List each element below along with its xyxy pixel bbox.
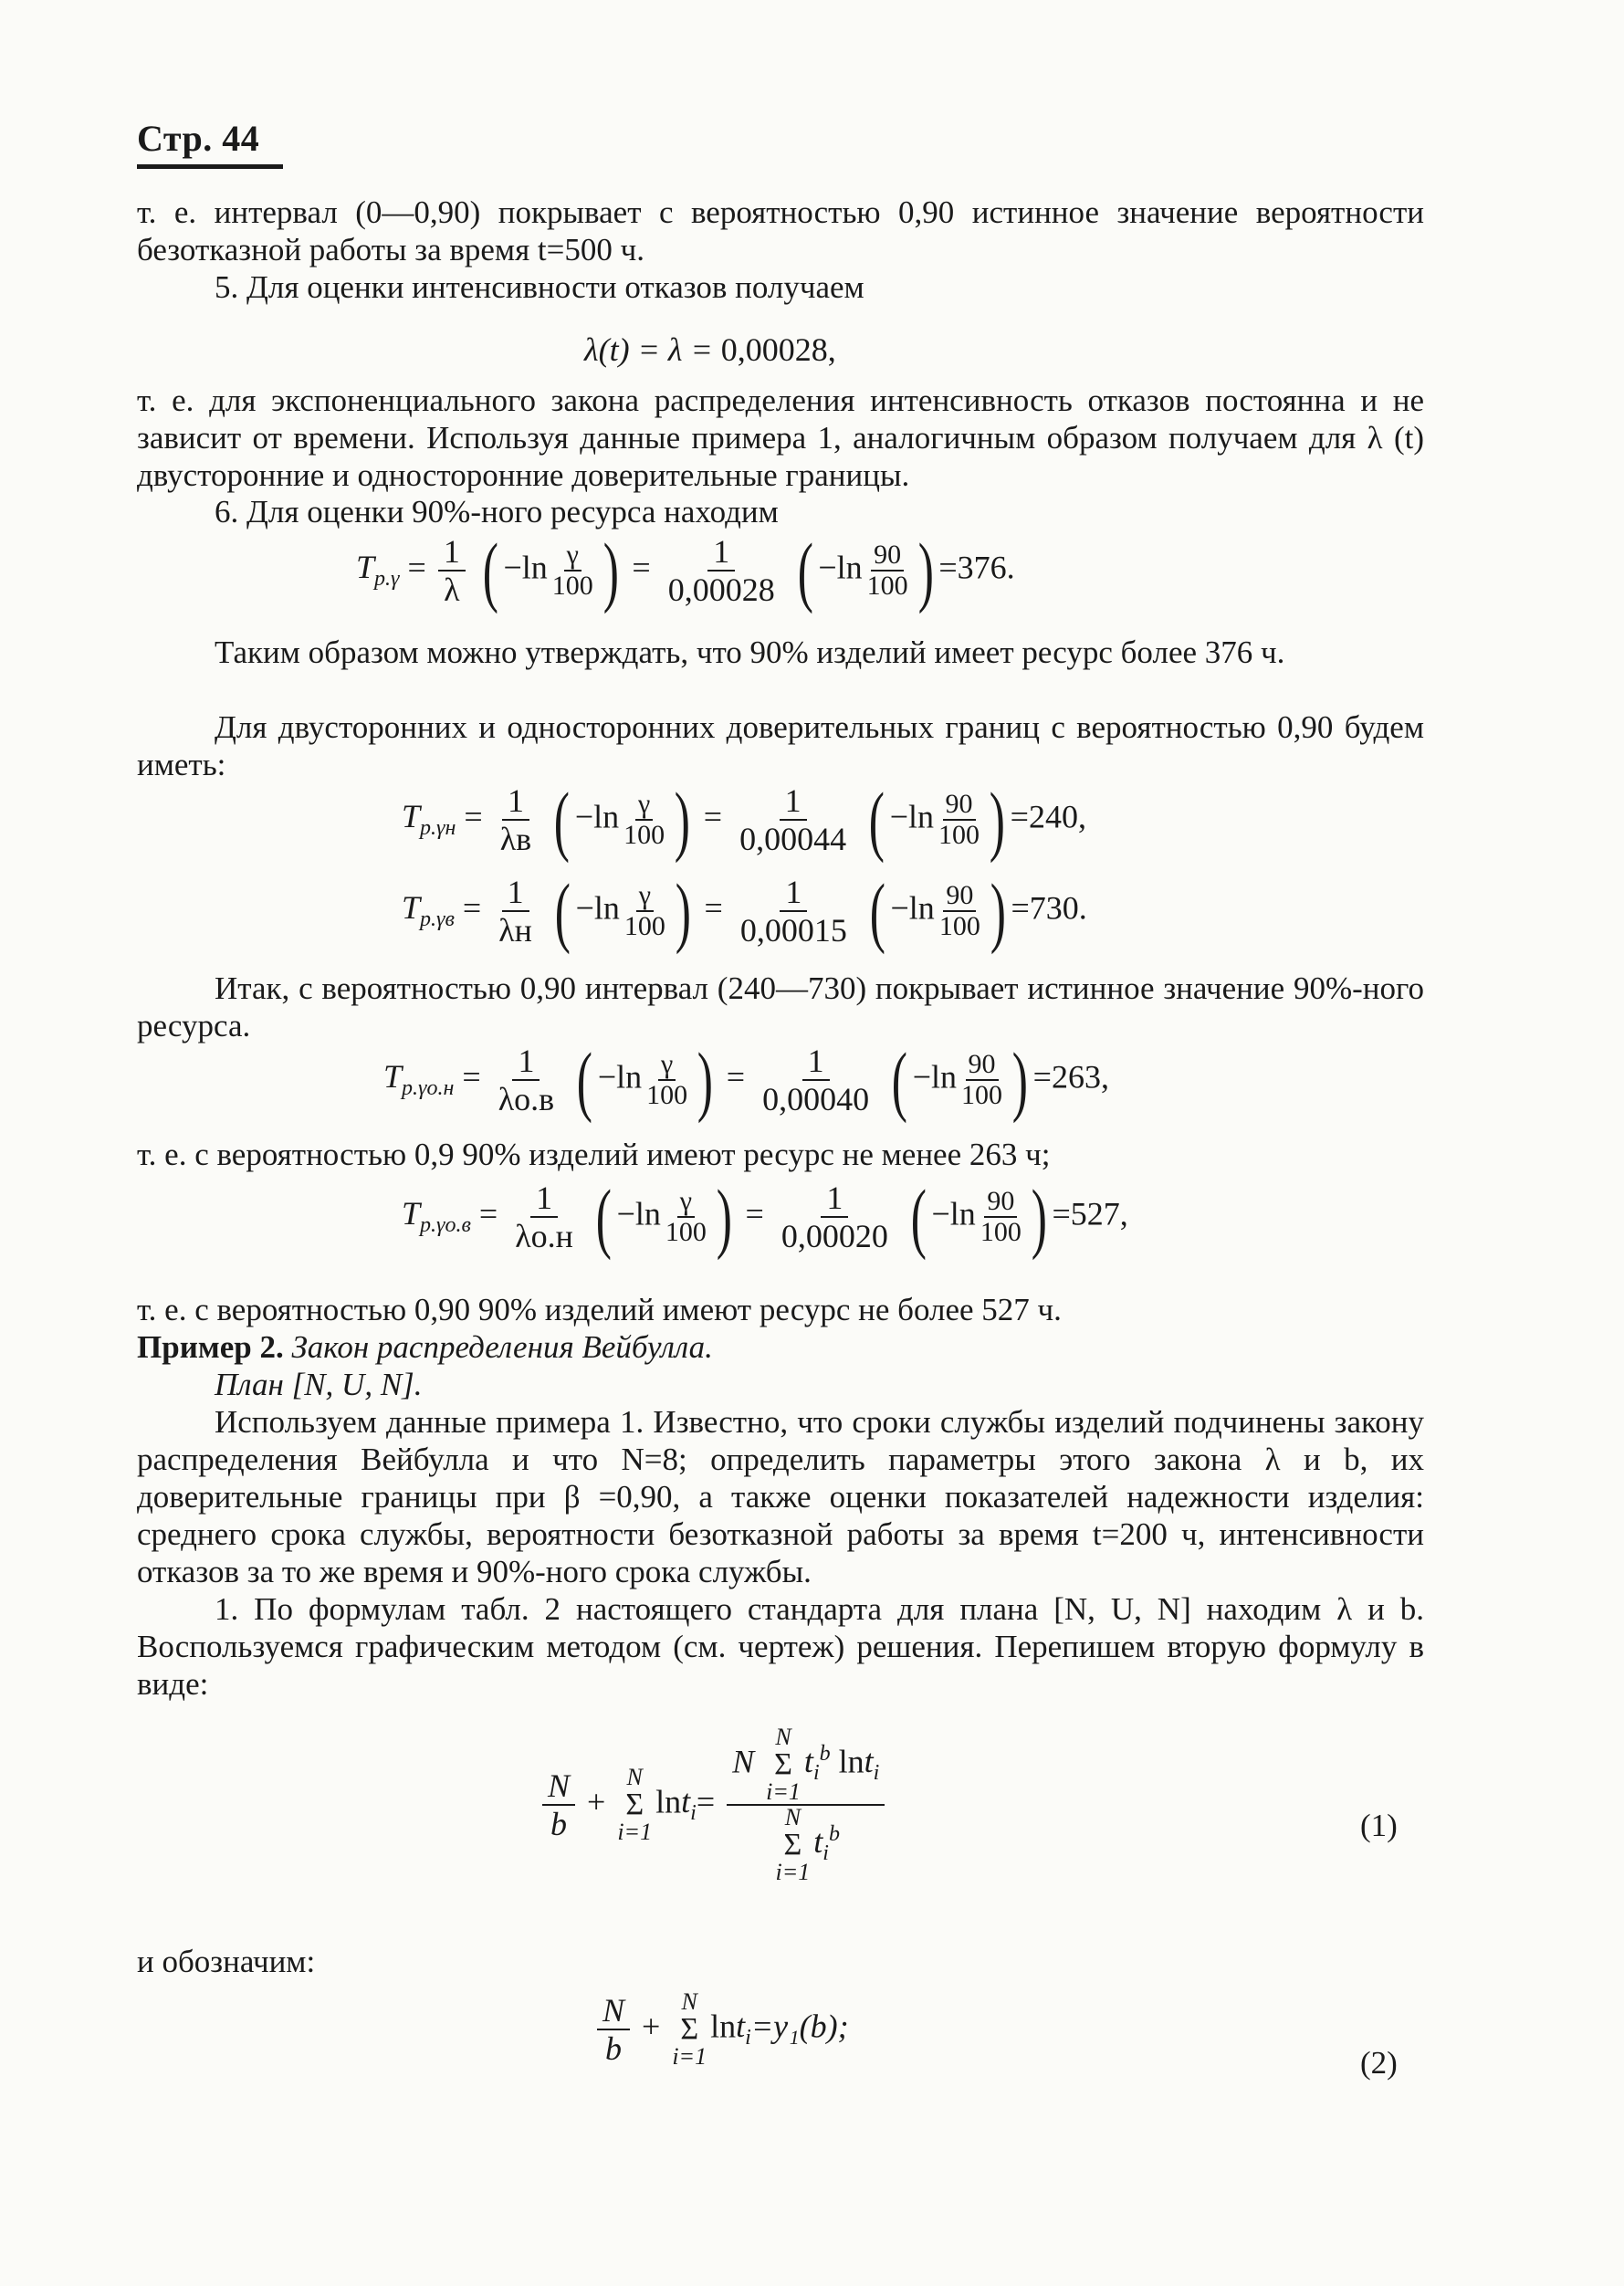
example-label: Пример 2. bbox=[137, 1329, 284, 1365]
paragraph-step5: 5. Для оценки интенсивности отказов получаем bbox=[215, 269, 864, 305]
header-rule bbox=[137, 164, 283, 169]
paragraph-step1: 1. По формулам табл. 2 настоящего стандарта для плана [N, U, N] находим λ и b. Воспользуемся графическим методом (см. чертеж) решения. Перепишем вторую формулу в виде: bbox=[137, 1591, 1424, 1702]
equation-2: $\frac{N}{b}$ + N Σ i=1 lnt$_i$=y₁(b); bbox=[593, 1990, 849, 2069]
equation-trv: $T_{р.\gamma в}$ = $\frac{1}{\lambda н}$ ( −ln $\frac{\gamma}{100}$ ) = $\frac{1}{0,00015}$ ( −ln $\frac{90}{100}$ ) =730. bbox=[402, 867, 1087, 955]
equation-tr: $T_{р.\gamma}$ = $\frac{1}{\lambda}$ ( −ln $\frac{\gamma}{100}$ ) = $\frac{1}{0,00028}$ ( −ln $\frac{90}{100}$ ) =376. bbox=[356, 527, 1015, 614]
paragraph-exponential: т. е. для экспоненциального закона распределения интенсивность отказов постоянна и не зависит от времени. Используя данные примера 1, аналогичным образом получаем для λ (t) двусторонние и односторонние доверительные границы. bbox=[137, 383, 1424, 493]
example-heading bbox=[137, 1328, 1424, 1366]
paragraph-conclusion-376: Таким образом можно утверждать, что 90% изделий имеет ресурс более 376 ч. bbox=[215, 634, 1285, 670]
paragraph-interval: т. е. интервал (0—0,90) покрывает с вероятностью 0,90 истинное значение вероятности безотказной работы за время t=500 ч. bbox=[137, 194, 1424, 267]
paragraph-weibull-intro: Используем данные примера 1. Известно, что сроки службы изделий подчинены закону распределения Вейбулла и что N=8; определить параметры этого закона λ и b, их доверительные границы при β =0,90, а также оценки показателей надежности изделия: среднего срока службы, вероятности безотказной работы за время t=200 ч, интенсивности отказов за то же время и 90%-ного срока службы. bbox=[137, 1404, 1424, 1589]
example-title: Закон распределения Вейбулла. bbox=[291, 1329, 713, 1365]
equation-trov: $T_{р.\gamma о.в}$ = $\frac{1}{\lambda о.н}$ ( −ln $\frac{\gamma}{100}$ ) = $\frac{1}{0,00020}$ ( −ln $\frac{90}{100}$ ) =527, bbox=[402, 1173, 1128, 1261]
paragraph-step6: 6. Для оценки 90%-ного ресурса находим bbox=[215, 494, 779, 530]
plan-label: План [N, U, N]. bbox=[215, 1367, 423, 1402]
paragraph-interval-240-730: Итак, с вероятностью 0,90 интервал (240—730) покрывает истинное значение 90%-ного ресурса. bbox=[137, 970, 1424, 1043]
paragraph-527: т. е. с вероятностью 0,90 90% изделий имеют ресурс не более 527 ч. bbox=[137, 1292, 1062, 1327]
paragraph-two-sided: Для двусторонних и односторонних доверительных границ с вероятностью 0,90 будем иметь: bbox=[137, 709, 1424, 782]
equation-1-number: (1) bbox=[1360, 1808, 1398, 1843]
equation-trh: $T_{р.\gamma н}$ = $\frac{1}{\lambda в}$ ( −ln $\frac{\gamma}{100}$ ) = $\frac{1}{0,00044}$ ( −ln $\frac{90}{100}$ ) =240, bbox=[402, 776, 1086, 864]
paragraph-263: т. е. с вероятностью 0,9 90% изделий имеют ресурс не менее 263 ч; bbox=[137, 1137, 1051, 1172]
equation-2-number: (2) bbox=[1360, 2045, 1398, 2081]
equation-1: $\frac{N}{b}$ + N Σ i=1 lnt$_i$= N N Σ i=1 $t_i^b$ lnt$_i$ N Σ i=1 $t_i^b$ bbox=[539, 1725, 888, 1884]
page-header: Стр. 44 bbox=[137, 118, 260, 159]
equation-troh: $T_{р.\gamma о.н}$ = $\frac{1}{\lambda о.в}$ ( −ln $\frac{\gamma}{100}$ ) = $\frac{1}{0,00040}$ ( −ln $\frac{90}{100}$ ) =263, bbox=[383, 1036, 1109, 1124]
equation-lambda: λ(t) = λ = 0,00028, bbox=[584, 331, 836, 368]
paragraph-denote: и обозначим: bbox=[137, 1944, 316, 1979]
